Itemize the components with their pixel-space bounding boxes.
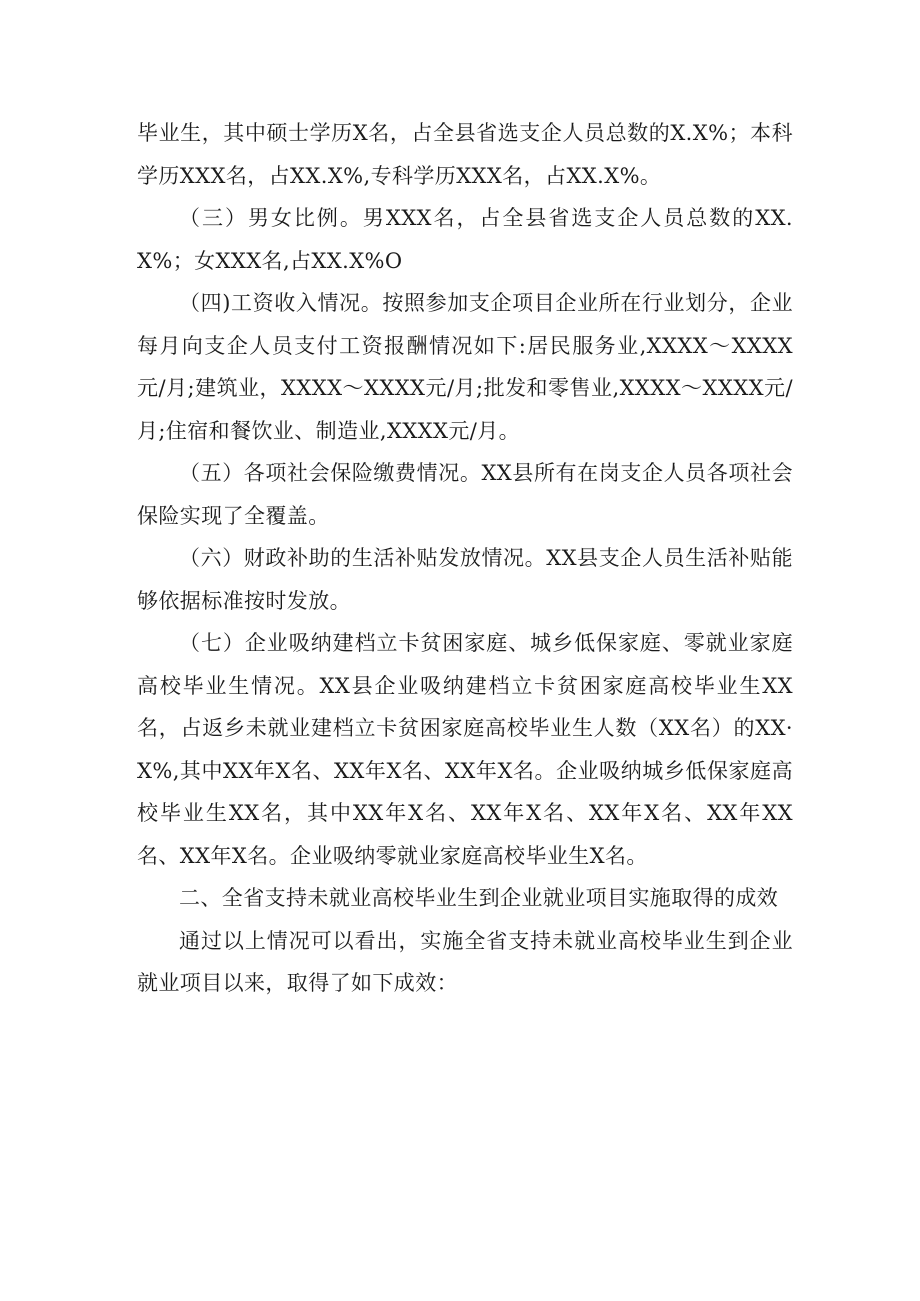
paragraph-salary-income: （四)工资收入情况。按照参加支企项目企业所在行业划分，企业每月向支企人员支付工资报酬情况如下:居民服务业,XXXX～XXXX元/月;建筑业，XXXX～XXXX元/月;批发和零售业,XXXX～XXXX元/月;住宿和餐饮业、制造业,XXXX元/月。: [137, 291, 793, 443]
paragraph-education-continued: 毕业生，其中硕士学历X名，占全县省选支企人员总数的X.X%；本科学历XXX名，占XX.X%,专科学历XXX名，占XX.X%。: [137, 121, 793, 188]
paragraph-living-subsidy: （六）财政补助的生活补贴发放情况。XX县支企人员生活补贴能够依据标准按时发放。: [137, 546, 793, 613]
document-body: [137, 112, 793, 1005]
paragraph-social-insurance: （五）各项社会保险缴费情况。XX县所有在岗支企人员各项社会保险实现了全覆盖。: [137, 461, 793, 528]
paragraph-poor-family-graduates: （七）企业吸纳建档立卡贫困家庭、城乡低保家庭、零就业家庭高校毕业生情况。XX县企业吸纳建档立卡贫困家庭高校毕业生XX名，占返乡未就业建档立卡贫困家庭高校毕业生人数（XX名）的XX·X%,其中XX年X名、XX年X名、XX年X名。企业吸纳城乡低保家庭高校毕业生XX名，其中XX年X名、XX年X名、XX年X名、XX年XX名、XX年X名。企业吸纳零就业家庭高校毕业生X名。: [137, 631, 793, 868]
paragraph-gender-ratio: （三）男女比例。男XXX名，占全县省选支企人员总数的XX.X%；女XXX名,占XX.X%O: [137, 206, 793, 273]
paragraph-achievements-intro: 通过以上情况可以看出，实施全省支持未就业高校毕业生到企业就业项目以来，取得了如下成效：: [137, 928, 793, 995]
section-heading-achievements: 二、全省支持未就业高校毕业生到企业就业项目实施取得的成效: [179, 886, 779, 910]
